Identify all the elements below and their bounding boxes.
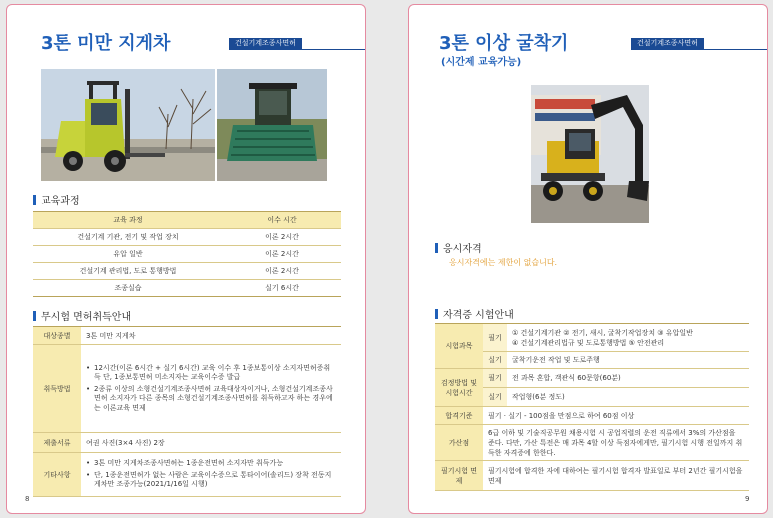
table-row [33, 263, 341, 280]
exam-value: 작업형(6분 정도) [507, 388, 749, 407]
list-item: • 3톤 미만 지게차조종사면허는 1종운전면허 소지자만 취득가능 [86, 459, 336, 469]
info-value [81, 453, 341, 497]
category-badge: 건설기계조종사면허 [229, 38, 302, 49]
edu-cell: 건설기계 관리법, 도로 통행방법 [33, 263, 223, 280]
table-row [435, 425, 749, 461]
edu-header-course: 교육 과정 [33, 212, 223, 229]
page-number: 9 [745, 495, 750, 503]
page-title: 3톤 이상 굴착기 [439, 33, 569, 54]
forklift-front-photo [41, 69, 215, 181]
edu-cell: 건설기계 기관, 전기 및 작업 장치 [33, 229, 223, 246]
left-page [6, 4, 366, 514]
page-title: 3톤 미만 지게차 [41, 33, 171, 54]
exam-subkey: 실기 [483, 352, 507, 369]
table-row [435, 461, 749, 491]
exam-section-title: 자격증 시험안내 [443, 310, 514, 321]
table-row [33, 229, 341, 246]
exam-subkey: 필기 [483, 324, 507, 352]
exam-subkey: 실기 [483, 388, 507, 407]
written-subjects-line: ① 건설기계기관 ② 전기, 새시, 굴착기작업장치 ③ 유압일반 [512, 328, 693, 337]
info-key: 대상종별 [33, 327, 81, 345]
exam-value: 필기 · 실기 - 100점을 만점으로 하여 60점 이상 [483, 407, 749, 425]
category-badge: 건설기계조종사면허 [631, 38, 704, 49]
exam-value: 6급 이하 및 기술직공무원 채용시험 시 공업직렬의 운전 직류에서 3%의 가산점을 준다. 다만, 가산 특전은 매 과목 4할 이상 득점자에게만, 필기시험 시행 전일까지 취득한 자격증에 한한다. [483, 425, 749, 461]
exam-key: 필기시험 면제 [435, 461, 483, 491]
edu-cell: 이론 2시간 [223, 229, 341, 246]
exam-table [435, 323, 749, 491]
edu-cell: 실기 6시간 [223, 280, 341, 297]
info-key: 기타사항 [33, 453, 81, 497]
info-value: 여권 사진(3×4 사진) 2장 [81, 433, 341, 453]
right-page [408, 4, 768, 514]
table-row [435, 352, 749, 369]
exam-value: 굴착기운전 작업 및 도로주행 [507, 352, 749, 369]
edu-header-hours: 이수 시간 [223, 212, 341, 229]
category-underline [229, 49, 366, 50]
heading-bar [435, 243, 438, 253]
forklift-back-photo [217, 69, 327, 181]
list-item: • 12시간(이론 6시간 + 실기 6시간) 교육 이수 후 1종보통이상 소지자면허증취득 단, 1종보통면허 미소지자는 교육이수증 발급 [86, 364, 336, 383]
table-row [435, 369, 749, 388]
qual-section-title: 응시자격 [443, 244, 482, 255]
exam-key: 검정방법 및 시험시간 [435, 369, 483, 407]
edu-cell: 유압 일반 [33, 246, 223, 263]
heading-bar [33, 195, 36, 205]
info-value [81, 345, 341, 433]
qual-section-heading [435, 240, 482, 255]
table-row [33, 433, 341, 453]
heading-bar [33, 311, 36, 321]
written-subjects-line: ④ 건설기계관리법규 및 도로통행방법 ⑤ 안전관리 [512, 338, 665, 347]
page-subtitle: (시간제 교육가능) [441, 57, 522, 68]
edu-cell: 이론 2시간 [223, 246, 341, 263]
info-key: 제출서류 [33, 433, 81, 453]
exam-value [507, 324, 749, 352]
exam-key: 가산점 [435, 425, 483, 461]
list-item: • 2종류 이상의 소형건설기계조종사면허 교육대상자이거나, 소형건설기계조종사면허 소지자가 다른 종목의 소형건설기계조종사면허를 취득하고자 하는 경우에는 이론교육 면제 [86, 385, 336, 414]
edu-cell: 조종실습 [33, 280, 223, 297]
exempt-table [33, 326, 341, 497]
exempt-section-title: 무시험 면허취득안내 [41, 312, 132, 323]
info-value: 3톤 미만 지게차 [81, 327, 341, 345]
category-underline [631, 49, 768, 50]
table-row [33, 246, 341, 263]
list-item: • 단, 1종운전면허가 없는 사람은 교육이수증으로 통타이어(솔리드) 장착 전동지게차만 조종가능(2021/1/16일 시행) [86, 471, 336, 490]
qual-notice: 응시자격에는 제한이 없습니다. [449, 258, 558, 267]
exam-key: 합격기준 [435, 407, 483, 425]
edu-table [33, 211, 341, 297]
table-row [435, 407, 749, 425]
table-row [33, 327, 341, 345]
edu-section-title: 교육과정 [41, 196, 80, 207]
edu-cell: 이론 2시간 [223, 263, 341, 280]
page-number: 8 [25, 495, 30, 503]
edu-section-heading [33, 192, 80, 207]
excavator-photo [531, 85, 649, 223]
exempt-section-heading [33, 308, 131, 323]
exam-value: 필기시험에 합격한 자에 대하여는 필기시험 합격자 발표일로 부터 2년간 필기시험을 면제 [483, 461, 749, 491]
exam-key: 시험과목 [435, 324, 483, 369]
table-row [435, 388, 749, 407]
table-row [33, 280, 341, 297]
table-row [435, 324, 749, 352]
table-row [33, 345, 341, 433]
exam-subkey: 필기 [483, 369, 507, 388]
heading-bar [435, 309, 438, 319]
exam-section-heading [435, 306, 514, 321]
table-row [33, 453, 341, 497]
exam-value: 전 과목 혼합, 객관식 60문항(60분) [507, 369, 749, 388]
info-key: 취득방법 [33, 345, 81, 433]
